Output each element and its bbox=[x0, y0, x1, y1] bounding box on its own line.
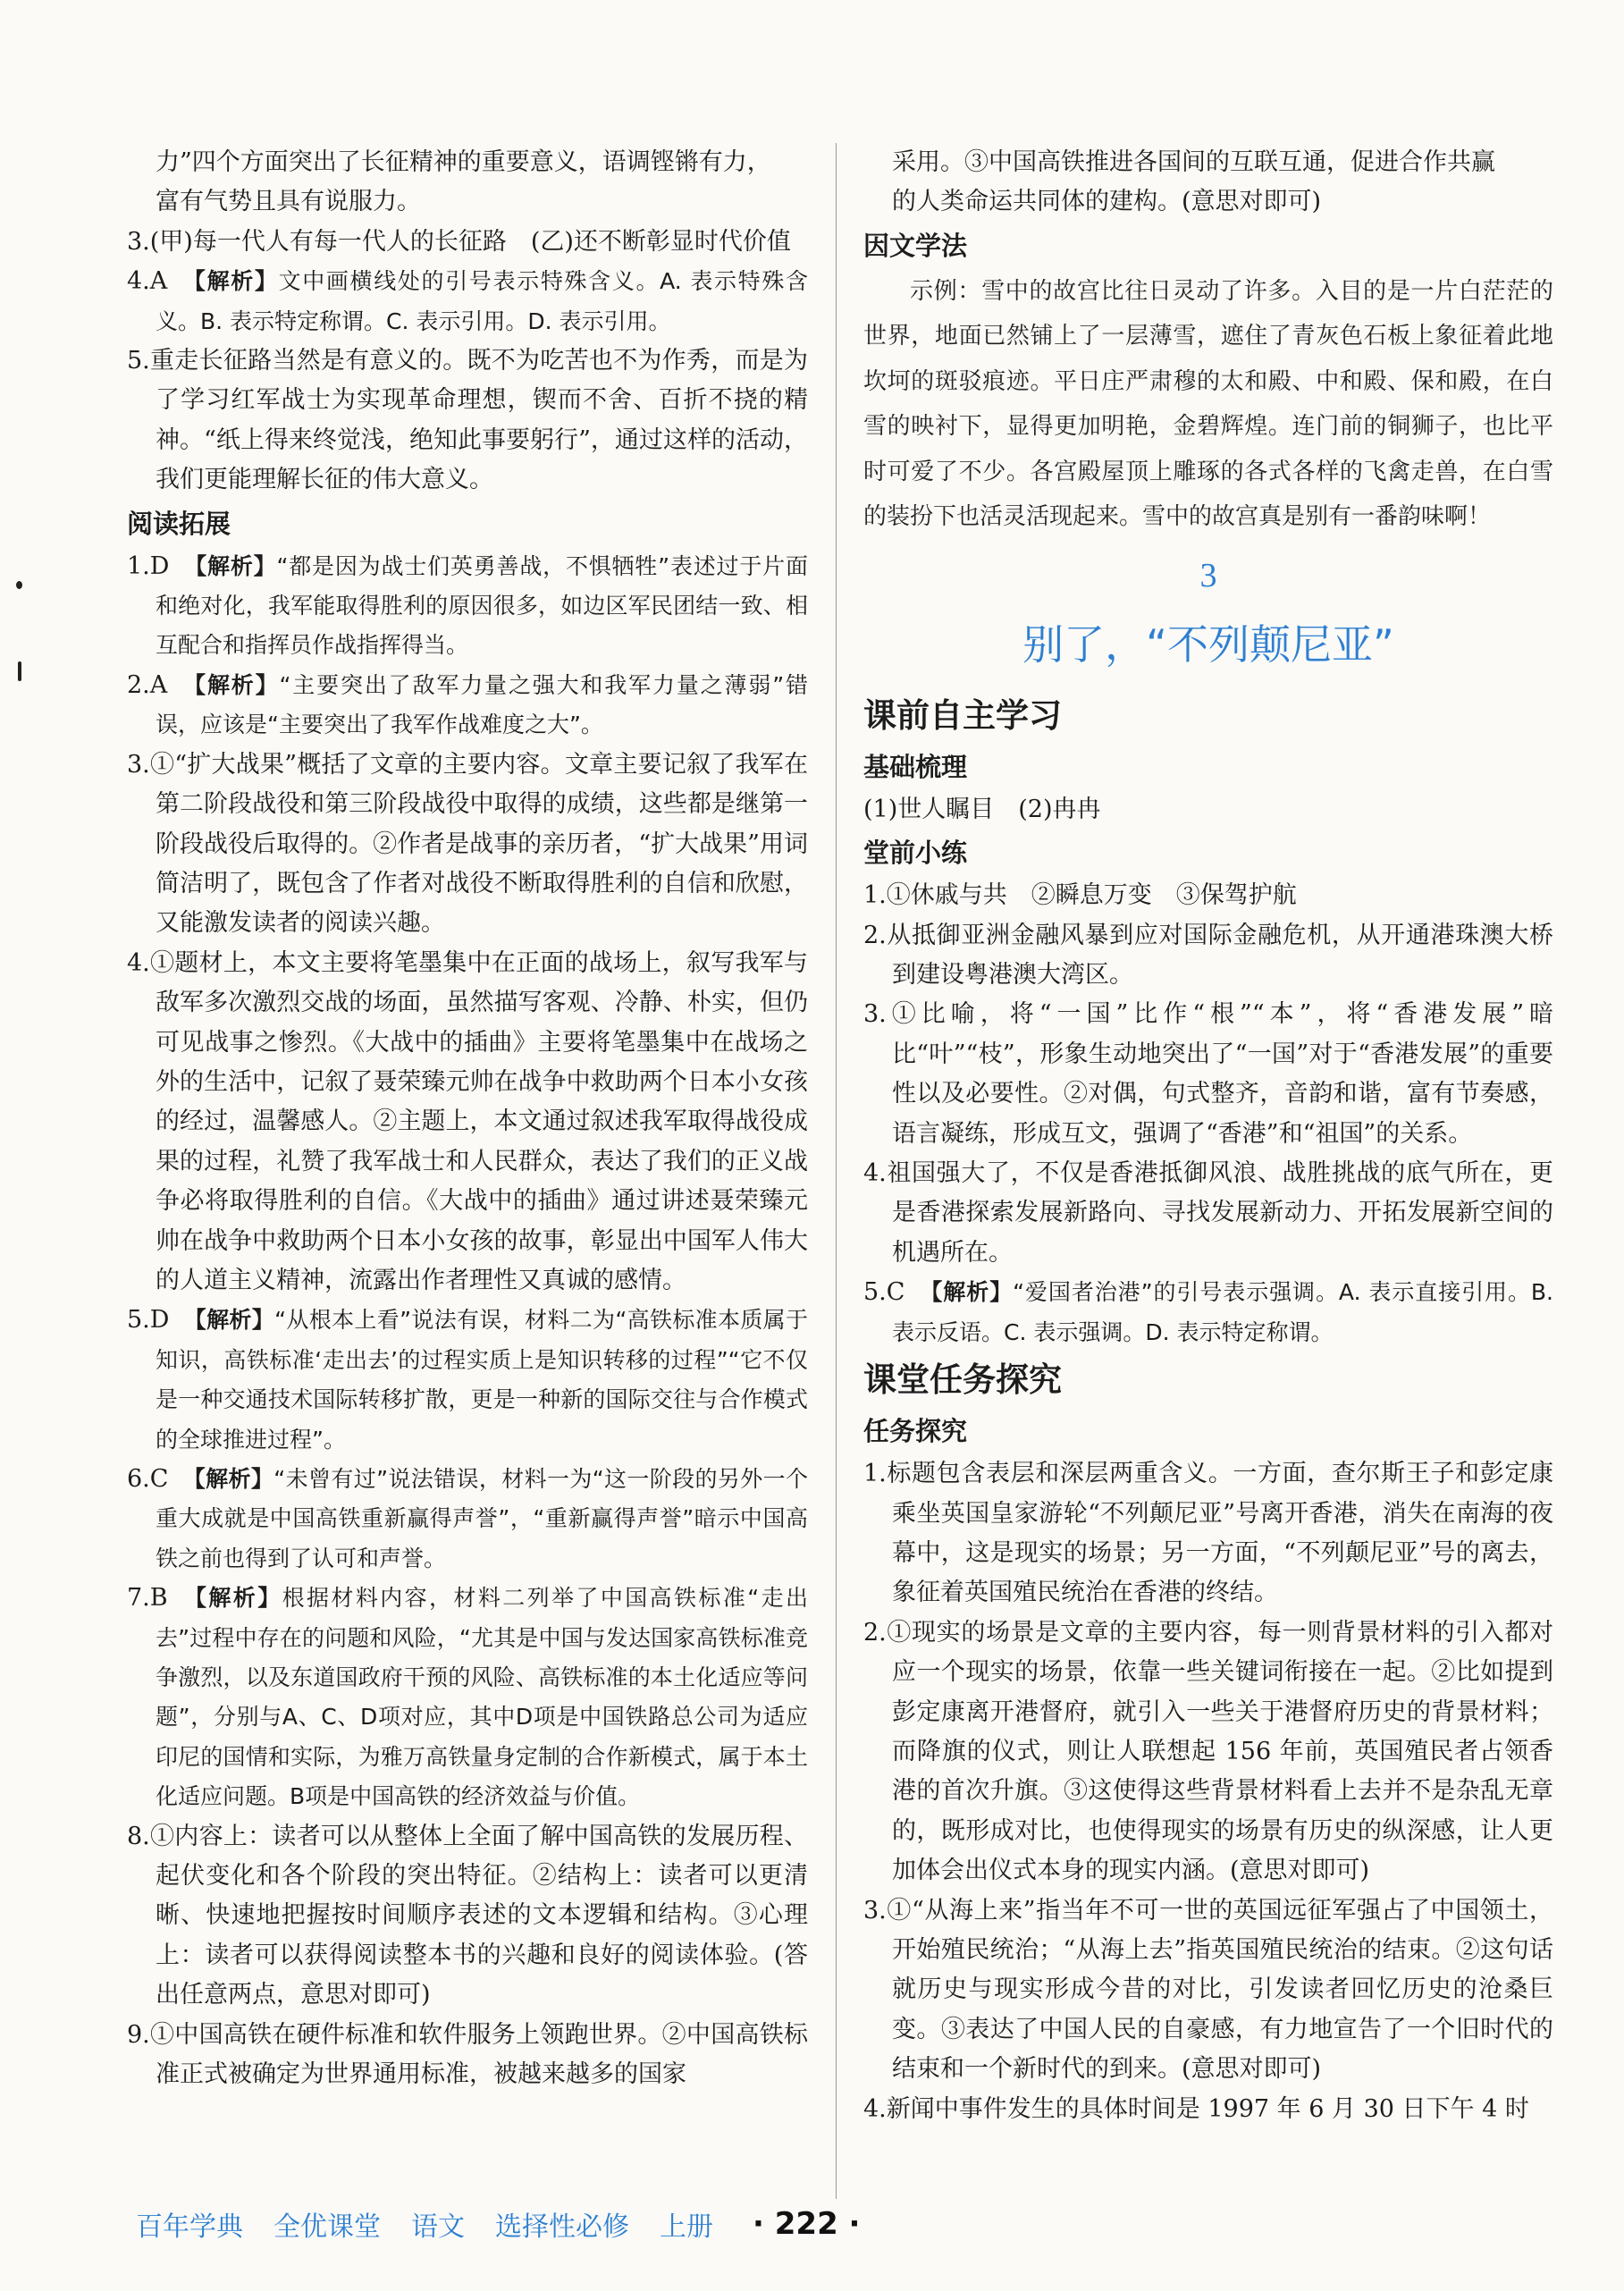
item-text: ①“从海上来”指当年不可一世的英国远征军强占了中国领土，开始殖民统治；“从海上去”指英国殖民统治的结束。②这句话就历史与现实形成今昔的对比，引发读者回忆历史的沧桑巨变。③表达了中国人民的自豪感，有力地宣告了一个旧时代的结束和一个新时代的到来。(意思对即可) bbox=[886, 1896, 1553, 2084]
answer-item bbox=[127, 1460, 808, 1579]
item-text: ①题材上，本文主要将笔墨集中在正面的战场上，叙写我军与敌军多次激烈交战的场面，虽然描写客观、冷静、朴实，但仍可见战事之惨烈。《大战中的插曲》主要将笔墨集中在战场之外的生活中，记叙了聂荣臻元帅在战争中救助两个日本小女孩的经过，温馨感人。②主题上，本文通过叙述我军取得战役成果的过程，礼赞了我军战士和人民群众，表达了我们的正义战争必将取得胜利的自信。《大战中的插曲》通过讲述聂荣臻元帅在战争中救助两个日本小女孩的故事，彰显出中国军人伟大的人道主义精神，流露出作者理性又真诚的感情。 bbox=[149, 948, 808, 1294]
left-column bbox=[127, 143, 808, 2095]
answer-item bbox=[863, 876, 1553, 915]
answer-item bbox=[127, 745, 808, 944]
footer-series: 百年学典 bbox=[136, 2211, 243, 2243]
answers-list-b bbox=[127, 547, 808, 2095]
answers-list-d bbox=[863, 1454, 1553, 2129]
item-text: 重走长征路当然是有意义的。既不为吃苦也不为作秀，而是为了学习红军战士为实现革命理想，锲而不舍、百折不挠的精神。“纸上得来终觉浅，绝知此事要躬行”，通过这样的活动，我们更能理解长征的伟大意义。 bbox=[149, 347, 808, 494]
answers-list-a bbox=[127, 223, 808, 501]
analysis-tag: 【解析】 bbox=[919, 1279, 1014, 1306]
answer-letter: A bbox=[149, 267, 168, 296]
answer-item bbox=[127, 223, 808, 262]
analysis-tag: 【解析】 bbox=[183, 552, 277, 579]
answers-list-c bbox=[863, 876, 1553, 1352]
answer-letter: A bbox=[149, 670, 168, 699]
answer-item bbox=[863, 1154, 1553, 1273]
heading-practice: 堂前小练 bbox=[863, 838, 968, 869]
answer-item bbox=[863, 2090, 1553, 2129]
item-number: 3. bbox=[863, 1896, 887, 1925]
item-text: “从根本上看”说法有误，材料二为“高铁标准本质属于知识，高铁标准‘走出去’的过程实质上是知识转移的过程”“它不仅是一种交通技术国际转移扩散，更是一种新的国际交往与合作模式的全球推进过程”。 bbox=[156, 1307, 808, 1453]
item-text: 从抵御亚洲金融风暴到应对国际金融危机，从开通港珠澳大桥到建设粤港澳大湾区。 bbox=[886, 921, 1553, 990]
answer-item bbox=[127, 547, 808, 666]
answer-item bbox=[863, 1273, 1553, 1352]
answer-letter: D bbox=[149, 552, 170, 580]
item-number: 1. bbox=[863, 881, 887, 910]
analysis-tag: 【解析】 bbox=[182, 1466, 274, 1492]
answer-item bbox=[127, 341, 808, 501]
item-text: 祖国强大了，不仅是香港抵御风浪、战胜挑战的底气所在，更是香港探索发展新路向、寻找发展新动力、开拓发展新空间的机遇所在。 bbox=[886, 1159, 1553, 1267]
right-column bbox=[863, 143, 1553, 2129]
item-number: 1. bbox=[863, 1460, 887, 1488]
item-number: 4. bbox=[127, 267, 150, 296]
answer-item bbox=[127, 666, 808, 745]
lesson-title: 别了，“不列颠尼亚” bbox=[1022, 619, 1394, 669]
answer-item bbox=[863, 916, 1553, 996]
page-number: · 222 · bbox=[753, 2206, 861, 2242]
item-text: 新闻中事件发生的具体时间是 1997 年 6 月 30 日下午 4 时 bbox=[886, 2094, 1529, 2123]
answer-item bbox=[863, 995, 1553, 1154]
answer-letter: B bbox=[149, 1584, 168, 1613]
answer-item bbox=[863, 1454, 1553, 1613]
item-text: ①内容上：读者可以从整体上全面了解中国高铁的发展历程、起伏变化和各个阶段的突出特征。②结构上：读者可以更清晰、快速地把握按时间顺序表述的文本逻辑和结构。③心理上：读者可以获得阅读整本书的兴趣和良好的阅读体验。(答出任意两点，意思对即可) bbox=[149, 1822, 808, 2009]
answer-letter: C bbox=[149, 1465, 169, 1493]
section-pre-class: 课前自主学习 bbox=[863, 695, 1062, 735]
item-text: ①中国高铁在硬件标准和软件服务上领跑世界。②中国高铁标准正式被确定为世界通用标准，被越来越多的国家 bbox=[149, 2020, 808, 2089]
answer-letter: C bbox=[886, 1278, 905, 1307]
item-text: ①现实的场景是文章的主要内容，每一则背景材料的引入都对应一个现实的场景，依靠一些关键词衔接在一起。②比如提到彭定康离开港督府，就引入一些关于港督府历史的背景材料；而降旗的仪式，则让人联想起 156 年前，英国殖民者占领香港的首次升旗。③这使得这些背景材料看上去并不是杂乱无章的，既形成对比，也使得现实的场景有历史的纵深感，让人更加体会出仪式本身的现实内涵。(意思对即可) bbox=[886, 1618, 1553, 1885]
answer-item bbox=[127, 1579, 808, 1816]
item-text: ①比喻，将“一国”比作“根”“本”，将“香港发展”暗比“叶”“枝”，形象生动地突出了“一国”对于“香港发展”的重要性以及必要性。②对偶，句式整齐，音韵和谐，富有节奏感，语言凝练，形成互文，强调了“香港”和“祖国”的关系。 bbox=[886, 1000, 1553, 1148]
item-number: 6. bbox=[127, 1465, 150, 1493]
section-class-task: 课堂任务探究 bbox=[863, 1360, 1062, 1400]
item-number: 5. bbox=[127, 1306, 150, 1335]
item-number: 1. bbox=[127, 552, 150, 580]
ink-mark bbox=[18, 661, 21, 681]
heading-basic: 基础梳理 bbox=[863, 751, 968, 782]
item-text: ①休戚与共 ②瞬息万变 ③保驾护航 bbox=[886, 881, 1297, 910]
answer-letter: D bbox=[149, 1306, 170, 1335]
heading-task: 任务探究 bbox=[863, 1416, 968, 1447]
footer-volume: 上册 bbox=[660, 2211, 713, 2243]
item-text: 标题包含表层和深层两重含义。一方面，查尔斯王子和彭定康乘坐英国皇家游轮“不列颠尼亚”号离开香港，消失在南海的夜幕中，这是现实的场景；另一方面，“不列颠尼亚”号的离去，象征着英国殖民统治在香港的终结。 bbox=[886, 1460, 1553, 1607]
item-number: 3. bbox=[863, 1000, 887, 1029]
analysis-tag: 【解析】 bbox=[181, 268, 279, 295]
item-text: (甲)每一代人有每一代人的长征路 (乙)还不断彰显时代价值 bbox=[149, 227, 791, 256]
item-text: “主要突出了敌军力量之强大和我军力量之薄弱”错误，应该是“主要突出了我军作战难度之大”。 bbox=[156, 671, 808, 738]
answer-item bbox=[127, 262, 808, 341]
item-number: 2. bbox=[863, 921, 887, 949]
answer-item bbox=[127, 1301, 808, 1460]
answer-item bbox=[127, 944, 808, 1301]
item-number: 7. bbox=[127, 1584, 150, 1613]
item-text: 根据材料内容，材料二列举了中国高铁标准“走出去”过程中存在的问题和风险，“尤其是中国与发达国家高铁标准竞争激烈，以及东道国政府干预的风险、高铁标准的本土化适应等问题”，分别与A、C、D项对应，其中D项是中国铁路总公司为适应印尼的国情和实际，为雅万高铁量身定制的合作新模式，属于本土化适应问题。B项是中国高铁的经济效益与价值。 bbox=[156, 1585, 808, 1810]
item-number: 2. bbox=[863, 1618, 887, 1647]
page-footer bbox=[136, 2197, 860, 2251]
intro-line-2: 富有气势且具有说服力。 bbox=[156, 188, 421, 216]
item-text: “都是因为战士们英勇善战，不惧牺牲”表述过于片面和绝对化，我军能取得胜利的原因很多，如边区军民团结一致、相互配合和指挥员作战指挥得当。 bbox=[156, 552, 808, 659]
item-number: 4. bbox=[127, 948, 150, 977]
example-paragraph: 示例：雪中的故宫比往日灵动了许多。入目的是一片白茫茫的世界，地面已然铺上了一层薄雪，遮住了青灰色石板上象征着此地坎坷的斑驳痕迹。平日庄严肃穆的太和殿、中和殿、保和殿，在白雪的映衬下，显得更加明艳，金碧辉煌。连门前的铜狮子，也比平时可爱了不少。各宫殿屋顶上雕琢的各式各样的飞禽走兽，在白雪的装扮下也活灵活现起来。雪中的故宫真是别有一番韵味啊！ bbox=[863, 277, 1553, 531]
analysis-tag: 【解析】 bbox=[181, 1585, 282, 1612]
answer-item bbox=[863, 1891, 1553, 2090]
footer-book: 全优课堂 bbox=[273, 2211, 381, 2243]
item-text: ①“扩大战果”概括了文章的主要内容。文章主要记叙了我军在第二阶段战役和第三阶段战役中取得的成绩，这些都是继第一阶段战役后取得的。②作者是战事的亲历者，“扩大战果”用词简洁明了，既包含了作者对战役不断取得胜利的自信和欣慰，又能激发读者的阅读兴趣。 bbox=[149, 750, 808, 938]
analysis-tag: 【解析】 bbox=[183, 1307, 275, 1334]
answer-item bbox=[863, 1613, 1553, 1891]
item-number: 8. bbox=[127, 1822, 150, 1850]
item-number: 5. bbox=[863, 1278, 887, 1307]
item-number: 2. bbox=[127, 670, 150, 699]
item-number: 3. bbox=[127, 750, 150, 779]
heading-learn-method: 因文学法 bbox=[863, 230, 968, 261]
item-text: “爱国者治港”的引号表示强调。A. 表示直接引用。B. 表示反语。C. 表示强调。D. 表示特定称谓。 bbox=[892, 1279, 1553, 1345]
item-number: 4. bbox=[863, 1159, 887, 1188]
footer-volume-type: 选择性必修 bbox=[495, 2211, 629, 2243]
answer-item bbox=[127, 1817, 808, 2016]
answer-item bbox=[127, 2016, 808, 2095]
item-text: 文中画横线处的引号表示特殊含义。A. 表示特殊含义。B. 表示特定称谓。C. 表示引用。D. 表示引用。 bbox=[156, 268, 808, 334]
footer-subject: 语文 bbox=[411, 2211, 465, 2243]
column-divider bbox=[836, 143, 837, 2199]
item-number: 4. bbox=[863, 2094, 887, 2123]
item-number: 3. bbox=[127, 227, 150, 256]
basic-answers: (1)世人瞩目 (2)冉冉 bbox=[863, 795, 1101, 823]
continued-line-2: 的人类命运共同体的建构。(意思对即可) bbox=[892, 188, 1322, 216]
item-number: 5. bbox=[127, 347, 150, 375]
lesson-number: 3 bbox=[1199, 556, 1217, 594]
analysis-tag: 【解析】 bbox=[181, 671, 280, 698]
heading-reading-extension: 阅读拓展 bbox=[127, 508, 231, 539]
ink-mark bbox=[16, 581, 22, 589]
item-number: 9. bbox=[127, 2020, 150, 2049]
intro-line-1: 力”四个方面突出了长征精神的重要意义，语调铿锵有力， bbox=[156, 148, 771, 176]
continued-line-1: 采用。③中国高铁推进各国间的互联互通，促进合作共赢 bbox=[892, 148, 1495, 176]
item-text: “未曾有过”说法错误，材料一为“这一阶段的另外一个重大成就是中国高铁重新赢得声誉”，“重新赢得声誉”暗示中国高铁之前也得到了认可和声誉。 bbox=[156, 1466, 808, 1571]
